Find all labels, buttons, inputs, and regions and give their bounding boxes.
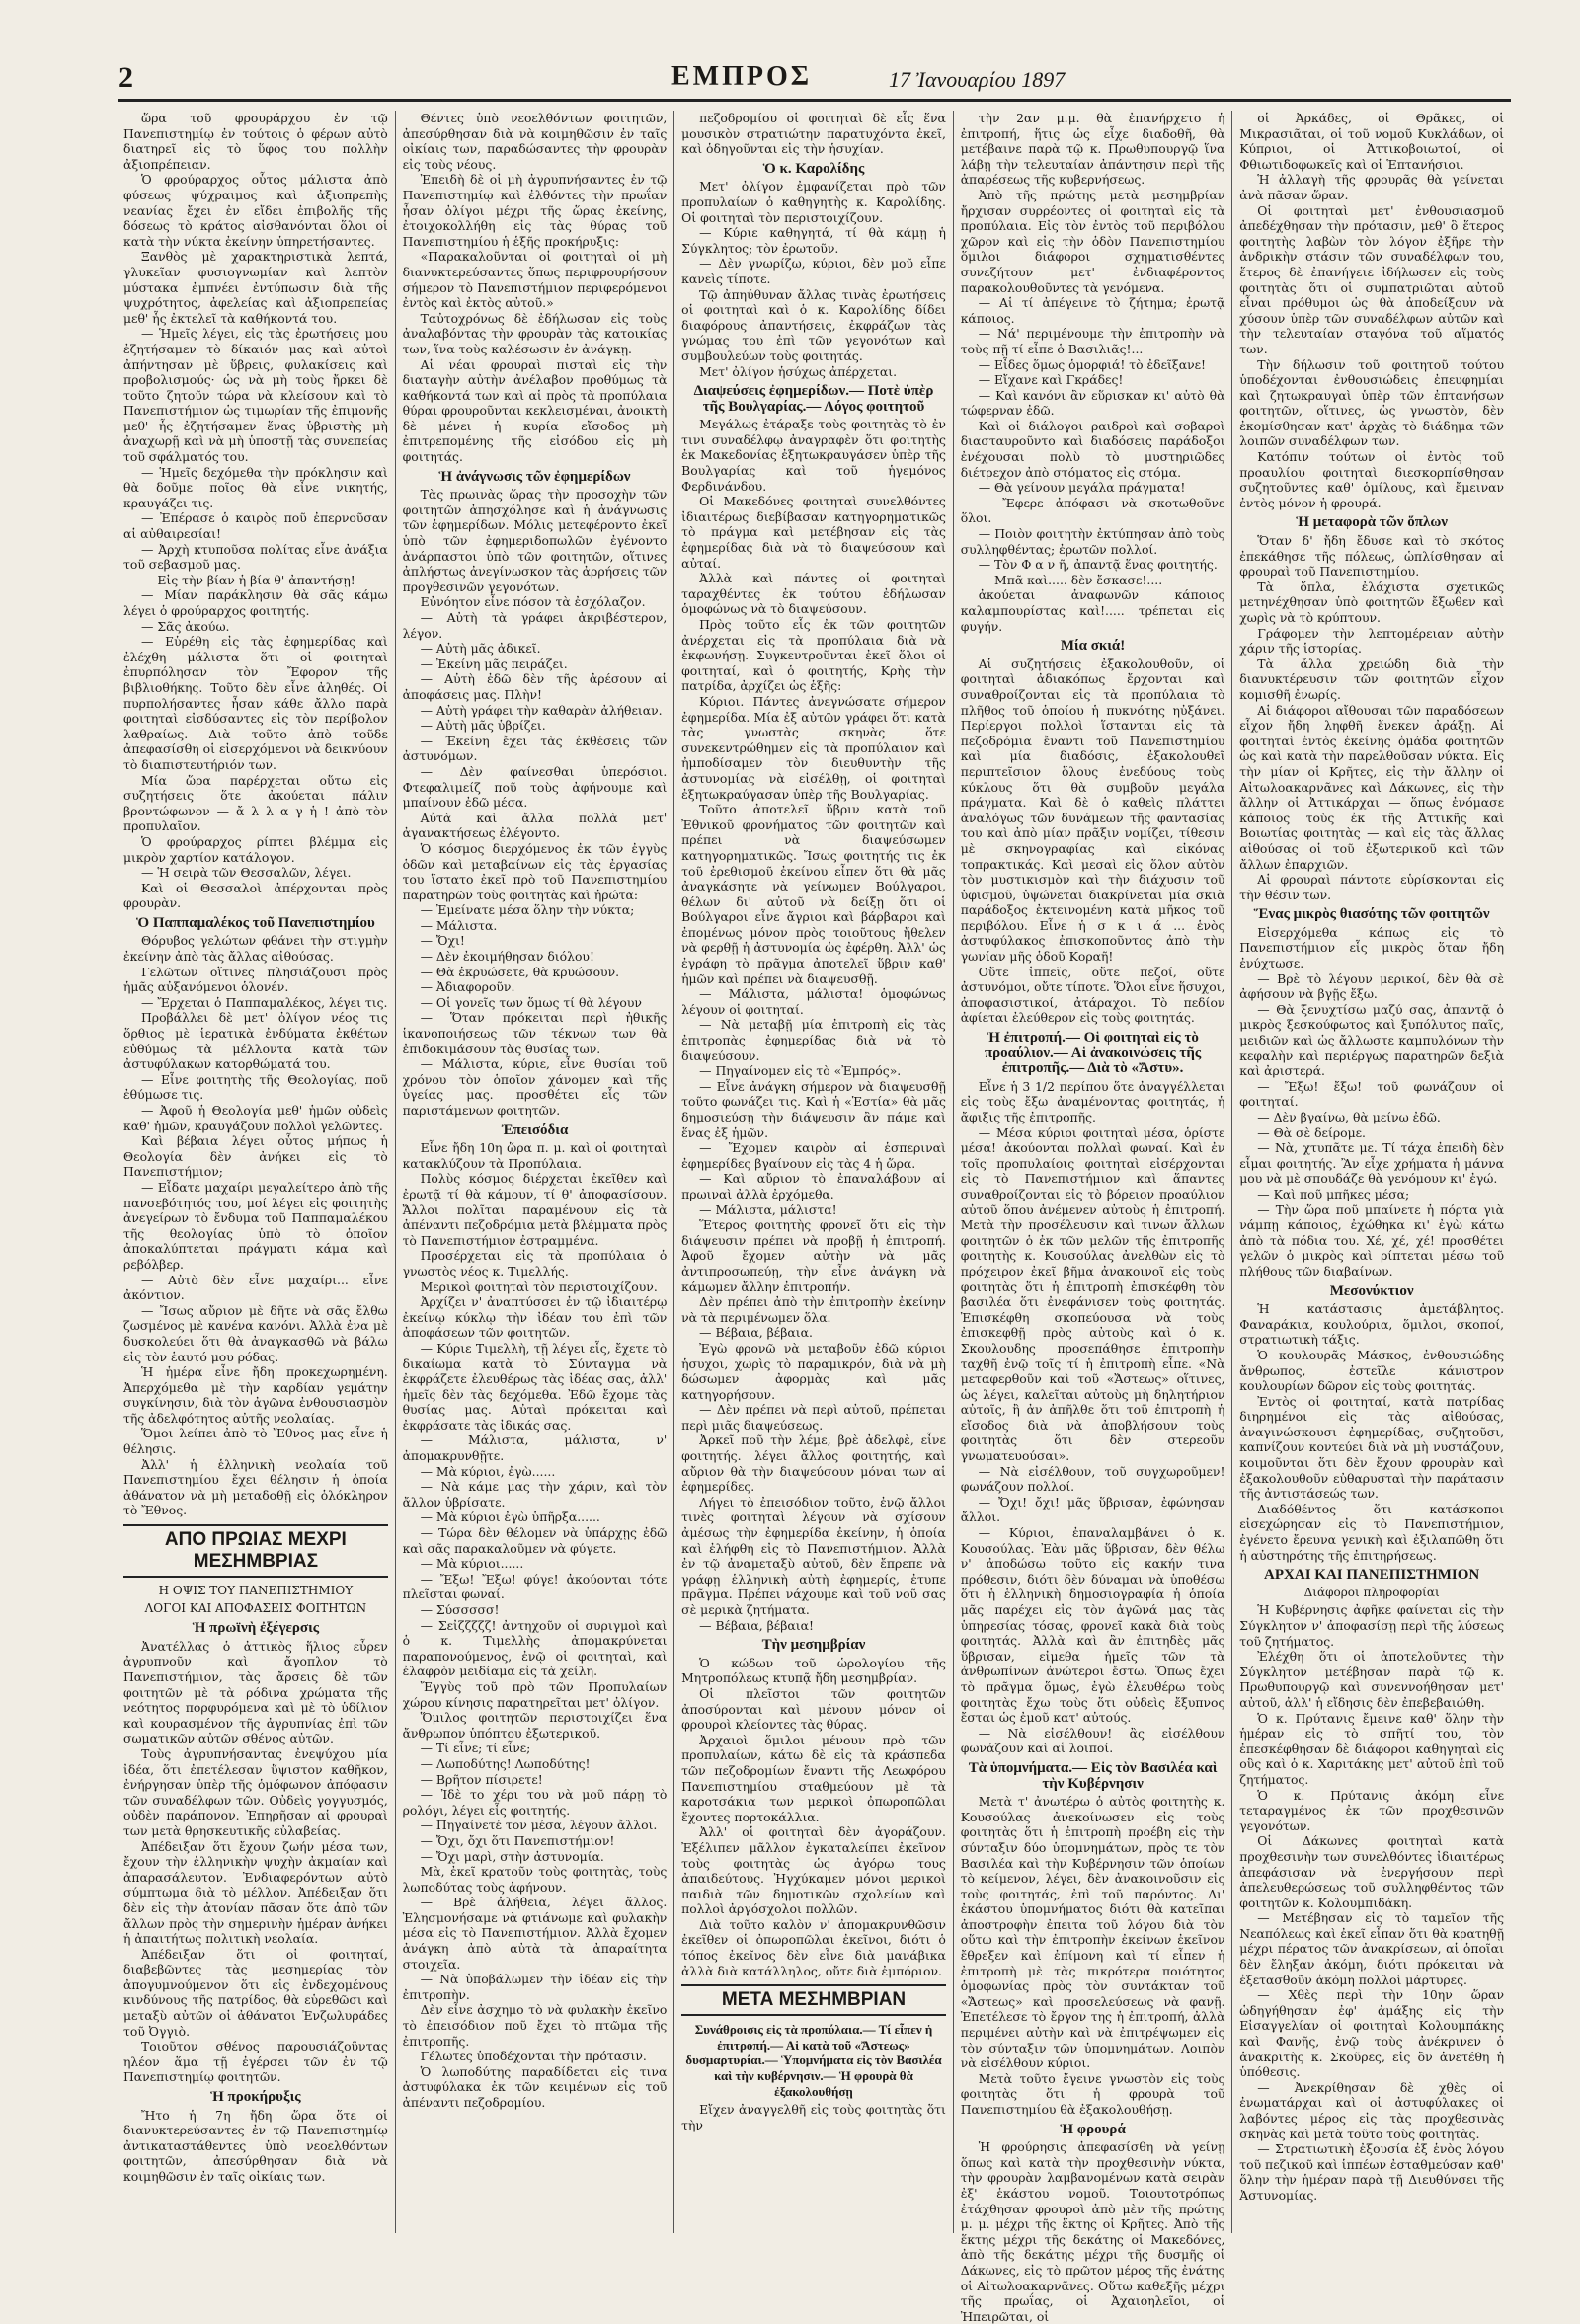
article-paragraph: — Μάλιστα, μάλιστα! ὁμοφώνως λέγουν οἱ φοιτηταί. xyxy=(681,986,946,1017)
article-paragraph: — Ἐμείνατε μέσα ὅλην τὴν νύκτα; xyxy=(420,902,635,918)
column-2 xyxy=(396,111,674,2233)
article-paragraph: Μετὰ τοῦτο ἔγεινε γνωστὸν εἰς τοὺς φοιτητὰς ὅτι ἡ φρουρὰ τοῦ Πανεπιστημίου θὰ ἐξακολουθήσῃ. xyxy=(960,2070,1225,2117)
article-paragraph: — Ὄχι! xyxy=(420,933,465,949)
article-paragraph: Αἱ διάφοροι αἴθουσαι τῶν παραδόσεων εἶχον ἤδη ληφθῆ ἕνεκεν ἀράξῃ. Αἱ φοιτηταὶ ἐντὸς ἐκείνης ὁμάδα φοιτητῶν ὡς καὶ κατὰ τὴν παρελθοῦσαν νύκτα. Εἰς τὴν μίαν οἱ Κρῆτες, εἰς τὴν ἄλλην οἱ Αἰτωλοακαρνᾶνες καὶ Δάκωνες, εἰς τὴν ἄλλην οἱ Ἀττικάρχαι — ὅπως ἐνόμασε κάποιος τοὺς ἐκ τῆς Ἀττικῆς καὶ Βοιωτίας φοιτητὰς — καὶ εἰς τὰς ἄλλας αἰθούσας οἱ τοῦ ἐξωτερικοῦ καὶ τῶν ἄλλων ἐπαρχιῶν. xyxy=(1239,702,1505,872)
article-paragraph: Ὁ λωποδύτης παραδίδεται εἰς τινα ἀστυφύλακα ἐκ τῶν κειμένων εἰς τοῦ ἀπέναντι πεζοδρομίου. xyxy=(402,2063,668,2110)
article-paragraph: — Ἔφερε ἀπόφασι νὰ σκοτωθοῦνε ὅλοι. xyxy=(960,495,1225,526)
article-paragraph: Οἱ Δάκωνες φοιτηταὶ κατὰ προχθεσινὴν των συνελθόντες ἰδιαιτέρως ἀπεφάσισαν νὰ ἐνεργήσουν περὶ ἀπελευθερώσεως τοῦ συλληφθέντος τῶν φοιτητῶν κ. Κολουμπιδάκη. xyxy=(1239,1833,1505,1910)
article-paragraph: — Ἡ σειρὰ τῶν Θεσσαλῶν, λέγει. xyxy=(141,865,352,881)
section-heading: Ἡ φρουρά xyxy=(1060,2121,1126,2137)
article-paragraph: — Νὰ εἰσέλθουν, τοῦ συγχωροῦμεν! φωνάζουν πολλοί. xyxy=(960,1463,1225,1495)
article-paragraph: — Αὐτὴ μᾶς ἀδικεῖ. xyxy=(420,641,541,657)
article-paragraph: — Τὸν Φ α ν ῆ, ἀπαντᾷ ἕνας φοιτητής. xyxy=(978,557,1218,573)
section-subtitle: ΛΟΓΟΙ ΚΑΙ ΑΠΟΦΑΣΕΙΣ ΦΟΙΤΗΤΩΝ xyxy=(144,1600,367,1615)
article-paragraph: Ὁ κώδων τοῦ ὡρολογίου τῆς Μητροπόλεως κτυπᾷ ἤδη μεσημβρίαν. xyxy=(681,1655,946,1686)
article-paragraph: Ὁ φρούραρχος ρίπτει βλέμμα εἰς μικρὸν χαρτίον κατάλογον. xyxy=(123,833,388,865)
article-paragraph: — Μπᾶ καὶ..... δὲν ἔσκασε!.... xyxy=(978,572,1163,587)
article-paragraph: Δὲν εἶνε ἀσχημο τὸ νὰ φυλακὴν ἐκεῖνο τὸ ἐπεισόδιον ποῦ ἔχει τὸ πτῶμα τῆς ἐπιτροπῆς. xyxy=(402,2002,668,2049)
article-paragraph: — Κύριε καθηγητά, τί θὰ κάμῃ ἡ Σύγκλητος; τὸν ἐρωτοῦν. xyxy=(681,225,946,256)
article-paragraph: Ἡ φρούρησις ἀπεφασίσθη νὰ γείνῃ ὅπως καὶ κατὰ τὴν προχθεσινὴν νύκτα, τὴν φρουρὰν λαμβανομένων κατὰ σειρὰν ἐξ' ἑκάστου νομοῦ. Τοιουτοτρόπως ἐτάχθησαν φρουροὶ ἀπὸ μὲν τῆς πρώτης μ. μ. μέχρι τῆς ἕκτης οἱ Κρῆτες. Ἀπὸ τῆς ἕκτης μέχρι τῆς δεκάτης οἱ Μακεδόνες, ἀπὸ τῆς δεκάτης μέχρι τῆς δυσμῆς οἱ Δάκωνες, εἰς τὸ πρῶτον μέρος τῆς ἐνάτης οἱ Αἰτωλοακαρνᾶνες. Οὕτω καθεξῆς μέχρι τῆς πρωΐας, οἱ Ἀχαιοηλεῖοι, οἱ Ἠπειρῶται, οἱ xyxy=(960,2139,1225,2324)
article-paragraph: Ὅταν δ' ἤδη ἔδυσε καὶ τὸ σκότος ἐπεκάθησε τῆς πόλεως, ὡπλίσθησαν αἱ φρουραὶ τοῦ Πανεπιστημίου. xyxy=(1239,533,1505,580)
article-paragraph: Ἐπειδὴ δὲ οἱ μὴ ἀγρυπνήσαντες ἐν τῷ Πανεπιστημίῳ καὶ ἐλθόντες τὴν πρωΐαν ἦσαν ὀλίγοι μέχρι τῆς ὥρας ἐκείνης, ἐτοιχοκολλήθη εἰς τὰς θύρας τοῦ Πανεπιστημίου ἡ ἑξῆς προκήρυξις: xyxy=(402,172,668,249)
article-paragraph: Καὶ βέβαια λέγει οὗτος μήπως ἡ Θεολογία δὲν ἀνήκει εἰς τὸ Πανεπιστήμιον; xyxy=(123,1133,388,1180)
article-paragraph: — Χθὲς περὶ τὴν 10ην ὥραν ὡδηγήθησαν ἐφ' ἁμάξης εἰς τὴν Εἰσαγγελίαν οἱ φοιτηταὶ Κολουμπάκης καὶ Φανῆς, ἐνῷ τοὺς ἀνέκρινεν ὁ ἀνακριτὴς κ. Σκοῦρες, εἰς ὃν ἀνετέθη ἡ ὑπόθεσις. xyxy=(1239,1987,1505,2080)
article-paragraph: — Ἐκείνη ἔχει τὰς ἐκθέσεις τῶν ἀστυνόμων. xyxy=(402,733,668,764)
article-paragraph: — Δὲν φαίνεσθαι ὑπερόσιοι. Φτεφαλιμείζ ποῦ τοὺς ἀφήνουμε καὶ μπαίνουν ἐδῶ μέσα. xyxy=(402,763,668,811)
article-paragraph: — Λωποδύτης! Λωποδύτης! xyxy=(420,1755,591,1771)
section-heading: Μεσονύκτιον xyxy=(1329,1282,1414,1299)
article-paragraph: — Ποιὸν φοιτητὴν ἐκτύπησαν ἀπὸ τοὺς συλληφθέντας; ἐρωτῶν πολλοί. xyxy=(960,526,1225,557)
article-paragraph: — Ἡμεῖς δεχόμεθα τὴν πρόκλησιν καὶ θὰ δοῦμε ποῖος θὰ εἶνε νικητής, κραυγάζει τις. xyxy=(123,464,388,510)
article-paragraph: — Ἔξω! Ἔξω! φύγε! ἀκούονται τότε πλεῖσται φωναί. xyxy=(402,1571,668,1602)
article-paragraph: Μερικοὶ φοιτηταὶ τὸν περιστοιχίζουν. xyxy=(420,1278,658,1294)
article-paragraph: — Μέσα κύριοι φοιτηταὶ μέσα, ὁρίστε μέσα! ἀκούονται πολλαὶ φωναί. Καὶ ἐν τοῖς προπυλαίοις φοιτηταὶ εἰσέρχονται εἰς τὸ Πανεπιστήμιον καὶ ἅπαντες συναθροίζονται εἰς τὸ βόρειον προαύλιον αὐτοῦ ὅπου ἀνέμενεν αὐτοὺς ἡ ἐπιτροπή. Μετὰ τὴν προσέλευσιν καὶ τινων ἄλλων φοιτητῶν ὁ ἐκ τῶν μελῶν τῆς ἐπιτροπῆς φοιτητὴς κ. Κουσούλας ἀνελθὼν εἰς τὸ πρόχειρον ἐκεῖ βῆμα ἀνακοινοῖ εἰς τοὺς φοιτητὰς ὅτι ἡ ἐπιτροπὴ ἐπισκέφθη τὸν βασιλέα ὅτι ἐνεφάνισεν τοὺς φοιτητάς. Ἐπισκέφθη σκοπεύουσα νὰ τοὺς ἐπισκεφθῇ πρὸς αὐτοὺς καὶ ὁ κ. Σκουλουδης προσεπάθησε ἐπιτροπὴν ταχθῆ ἐνῷ τοῖς τί ἡ ἐπιτροπὴ εἶπε. «Νὰ μεταφερθοῦν καὶ τοῦ «Ἄστεως» οἵτινες, ὡς λέγει, καλεῖται αὐτοὺς μὴ δηλητήριον αὐτοῖς, ἢ ἀν ἀπῆλθε ὅτι τοῦ ἐπιτροπὴ ἡ εἴσοδος διὰ νὰ ἀποβλήσουν τοὺς φοιτητὰς ὅτι δὲν στερεοῦν γνωματευούσαι». xyxy=(960,1124,1225,1464)
article-paragraph: — Αὐτὴ μᾶς ὑβρίζει. xyxy=(420,718,546,734)
article-paragraph: — Καὶ αὔριον τὸ ἐπαναλάβουν αἱ πρωιναὶ ἀλλὰ ἐρχόμεθα. xyxy=(681,1171,946,1201)
article-paragraph: «Παρακαλοῦνται οἱ φοιτηταὶ οἱ μὴ διανυκτερεύσαντες ὅπως περιφρουρήσουν σήμερον τὸ Πανεπιστήμιον περιφερόμενοι ἐντὸς καὶ ἐκτὸς αὐτοῦ.» xyxy=(402,249,668,311)
column-1 xyxy=(117,111,395,2233)
article-paragraph: Αἱ φρουραὶ πάντοτε εὑρίσκονται εἰς τὴν θέσιν των. xyxy=(1239,872,1505,902)
article-paragraph: — Ὄχι μαρὶ, στὴν ἀστυνομία. xyxy=(420,1848,604,1864)
article-paragraph: Ἀλλὰ καὶ πάντες οἱ φοιτηταὶ ταραχθέντες ἐκ τούτου ἐδήλωσαν ὁμοφώνως νὰ τὸ διαψεύσουν. xyxy=(681,571,946,617)
article-paragraph: Μεγάλως ἐτάραξε τοὺς φοιτητὰς τὸ ἐν τινι συναδέλφῳ ἀναγραφὲν ὅτι φοιτητὴς ἐκ Μακεδονίας ἐξητωκραυγάσεν ὑπὲρ τῆς Βουλγαρίας καὶ τοῦ ἡγεμόνος Φερδινάνδου. xyxy=(681,417,946,494)
article-paragraph: — Εἶνε ἀνάγκη σήμερον νὰ διαψευσθῇ τοῦτο φωνάζει τις. Καὶ ἡ «Ἑστία» θὰ μᾶς δημοσιεύσῃ τὴν διάψευσιν ἂν πάμε καὶ ἕνας ἐξ ἡμῶν. xyxy=(681,1078,946,1140)
article-paragraph: Εἶνε ἤδη 10η ὥρα π. μ. καὶ οἱ φοιτηταὶ κατακλύζουν τὰ Προπύλαια. xyxy=(402,1140,668,1171)
article-paragraph: — Καὶ κανόνι ἂν εὕρισκαν κι' αὐτὸ θὰ τώφερναν ἐδῶ. xyxy=(960,387,1225,419)
article-paragraph: — Εὑρέθη εἰς τὰς ἐφημερίδας καὶ ἐλέχθη μάλιστα ὅτι οἱ φοιτηταὶ ἐπυρπόλησαν τὸν Ἔφορον τῆς βιβλιοθήκης. Τοῦτο δὲν εἶνε ἀληθές. Οἱ πυρπολήσαντες ἦσαν κάθε ἄλλο παρὰ φοιτηταὶ εἰσδύσαντες εἰς τὸν περίβολον λαθραίως. Διὰ τοῦτο ἀπὸ τοῦδε ἀπεφασίσθη οἱ εἰσερχόμενοι νὰ δεικνύουν τὸ διαπιστευτήριόν των. xyxy=(123,634,388,772)
article-paragraph: — Δὲν βγαίνω, θὰ μείνω ἐδῶ. xyxy=(1257,1110,1441,1124)
article-paragraph: — Μὰ κύριοι, ἐγὼ...... xyxy=(420,1463,556,1479)
article-paragraph: Ἀρκεῖ ποῦ τὴν λέμε, βρὲ ἀδελφὲ, εἶνε φοιτητής. λέγει ἄλλος φοιτητής, καὶ αὔριον θὰ τὴν διαψεύσουν μόναι των αἱ ἐφημερίδες. xyxy=(681,1433,946,1495)
section-heading: Ἡ προκήρυξις xyxy=(210,2089,301,2106)
article-paragraph: Εἶνε ἡ 3 1/2 περίπου ὅτε ἀναγγέλλεται εἰς τοὺς ἔξω ἀναμένοντας φοιτητάς, ἡ ἄφιξις τῆς ἐπιτροπῆς. xyxy=(960,1078,1225,1124)
article-paragraph: Καὶ οἱ Θεσσαλοὶ ἀπέρχονται πρὸς φρουρὰν. xyxy=(123,880,388,911)
article-paragraph: Γράφομεν τὴν λεπτομέρειαν αὐτὴν χάριν τῆς ἱστορίας. xyxy=(1239,625,1505,657)
article-paragraph: Ἀπὸ τῆς πρώτης μετὰ μεσημβρίαν ἤρχισαν συρρέοντες οἱ φοιτηταὶ εἰς τὰ προπύλαια. Εἰς τὸν ἐντὸς τοῦ περιβόλου χῶρον καὶ εἰς τὴν ὁδὸν Πανεπιστημίου ὅμιλοι διάφοροι σχηματισθέντες συνεζήτουν μετ' ἐνδιαφέροντος παρακολουθοῦντες τὰ γενόμενα. xyxy=(960,187,1225,295)
article-paragraph: — Σεἰζζζζζ! ἀντηχοῦν οἱ συριγμοὶ καὶ ὁ κ. Τιμελλὴς ἀπομακρύνεται παραπονούμενος, ἐνῷ οἱ φοιτηταὶ, καὶ ἐλαφρὸν μειδίαμα εἰς τὰ χείλη. xyxy=(402,1617,668,1679)
article-paragraph: — Ἐπέρασε ὁ καιρὸς ποῦ ἐπερνοῦσαν αἱ αὐθαιρεσίαι! xyxy=(123,510,388,542)
section-subtitle: Η ΟΨΙΣ ΤΟΥ ΠΑΝΕΠΙΣΤΗΜΙΟΥ xyxy=(158,1584,354,1598)
article-paragraph: — Κύριε Τιμελλὴ, τῇ λέγει εἷς, ἔχετε τὸ δικαίωμα κατὰ τὸ Σύνταγμα νὰ ἐκφράζετε ἐλευθέρως τὰς ἰδέας σας, ἀλλ' ἡμεῖς δὲν τὰς δεχόμεθα. Ἐδῶ ἔχομε τὰς θυσίας μας. Αὐταὶ πρόκειται καὶ ἐκφράσατε τὰς ἰδικάς σας. xyxy=(402,1340,668,1433)
section-heading: Ὁ κ. Καρολίδης xyxy=(762,160,865,177)
article-paragraph: Εἴχεν ἀναγγελθῆ εἰς τοὺς φοιτητὰς ὅτι τὴν xyxy=(681,2102,946,2132)
article-paragraph: — Εἶδατε μαχαίρι μεγαλείτερο ἀπὸ τῆς πανσεβότητός του, μοί λέγει εἰς φοιτητὴς ἀνεγείρων τὸ ἔνδυμα τοῦ Παππαμαλέκου τῆς θεολογίας ὑπὸ τὸ ὁποῖον ἀποκαλύπτεται πράγματι κάμα καὶ ρεβόλβερ. xyxy=(123,1179,388,1272)
article-paragraph: Καὶ οἱ διάλογοι ραιδροὶ καὶ σοβαροὶ διασταυροῦντο καὶ διαδόσεις παράδοξοι ἐνέχουσαι πολὺ τὸ μυστηριῶδες διέτρεχον ἀπὸ στόματος εἰς στόμα. xyxy=(960,418,1225,480)
article-paragraph: — Σᾶς ἀκούω. xyxy=(141,618,230,634)
article-paragraph: — Βρῆτον πίσιρετε! xyxy=(420,1771,543,1787)
newspaper-title: ΕΜΠΡΟΣ xyxy=(672,61,813,92)
article-paragraph: Ξανθὸς μὲ χαρακτηριστικὰ λεπτά, γλυκεῖαν φυσιογνωμίαν καὶ λεπτὸν μύστακα ἐμπνέει ἐντύπωσιν διὰ τῆς ψυχρότητος, ἀφελείας καὶ ἀξιοπρεπείας μεθ' ἧς ἐκτελεῖ τὰ καθήκοντά του. xyxy=(123,249,388,326)
article-paragraph: Τοιοῦτον σθένος παρουσιάζοῦντας ηλέον ἅμα τῇ ἐγέρσει τῶν ἐν τῷ Πανεπιστημίῳ φοιτητῶν. xyxy=(123,2039,388,2085)
column-5 xyxy=(1232,111,1511,2233)
article-paragraph: — Θὰ ξενυχτίσω μαζύ σας, ἀπαντᾷ ὁ μικρὸς ξεσκούφωτος καὶ ξυπόλυτος παῖς, μειδιῶν καὶ ὡς ἄλλωστε καμπυλόνων τὴν κεφαλὴν καὶ περιέργως παρατηρῶν δεξιὰ καὶ ἀριστερά. xyxy=(1239,1001,1505,1079)
article-paragraph: — Αὐτὴ ἐδῶ δὲν τῆς ἀρέσουν αἱ ἀποφάσεις μας. Πλὴν! xyxy=(402,671,668,702)
article-paragraph: — Ἀρχὴ κτυποῦσα πολίτας εἶνε ἀνάξια τοῦ σεβασμοῦ μας. xyxy=(123,541,388,573)
article-paragraph: Ἀπέδειξαν ὅτι οἱ φοιτηταί, διαβεβῶντες τὰς μεσημερίας τὸν ἀπογυμνούμενον ὅτι εἰς ἐνδεχομένους κινδύνους τῆς πατρίδος, θὰ εὑρεθῶσι καὶ μεταξὺ αὐτῶν οἱ ἀθάνατοι Ἐνζωλυράδες τοῦ Ὀγγιὸ. xyxy=(123,1946,388,2039)
article-paragraph: — Αὐτὸ δὲν εἶνε μαχαίρι... εἶνε ἀκόντιον. xyxy=(123,1272,388,1303)
article-paragraph: Ἔγγὺς τοῦ πρὸ τῶν Προπυλαίων χώρου κίνησις παρατηρεῖται μετ' ὀλίγον. xyxy=(402,1678,668,1710)
masthead-rule xyxy=(118,99,1511,102)
article-paragraph: ἀκούεται ἀναφωνῶν κάποιος καλαμπουρίστας καὶ!..... τρέπεται εἰς φυγήν. xyxy=(960,587,1225,634)
article-paragraph: Ἐγὼ φρονῶ νὰ μεταβοῦν ἐδῶ κύριοι ἡσυχοι, χωρὶς τὸ παραμικρόν, διὰ νὰ μὴ δώσωμεν ἀφορμὰς καὶ μᾶς κατηγορήσουν. xyxy=(681,1340,946,1402)
article-paragraph: — Αὐτὴ τὰ γράφει ἀκριβέστερον, λέγον. xyxy=(402,610,668,641)
article-paragraph: — Αὐτὴ γράφει τὴν καθαρὰν ἀλήθειαν. xyxy=(420,702,663,718)
article-paragraph: Θόρυβος γελώτων φθάνει τὴν στιγμὴν ἐκείνην ἀπὸ τὰς ἄλλας αἰθούσας. xyxy=(123,933,388,965)
section-heading: Ὁ Παππαμαλέκος τοῦ Πανεπιστημίου xyxy=(135,914,375,931)
article-paragraph: Εὐνόητον εἶνε πόσον τὰ ἐσχόλαζον. xyxy=(420,594,646,610)
article-paragraph: Λήγει τὸ ἐπεισόδιον τοῦτο, ἐνῷ ἄλλοι τινὲς φοιτηταὶ λέγουν νὰ σχίσουν ἀμέσως τὴν ἐφημερίδα ἐκείνην, ἡ ὁποία καὶ ἐλήφθη εἰς τὸ Πανεπιστήμιον. Ἀλλὰ ἐν τῷ ἀναμεταξὺ αὐτοῦ, δὲν ἔπρεπε νὰ γράφῃ ἑλληνικὴ αὐτὴ ἐφημερίς, ἐτυπε πρᾶγμα. Πρέπει νάχουμε καὶ τοῦ νοῦ σας σὲ μερικὰ ζητήματα. xyxy=(681,1494,946,1617)
article-paragraph: ὥρα τοῦ φρουράρχου ἐν τῷ Πανεπιστημίῳ ἐν τούτοις ὁ φέρων αὐτὸ διατηρεῖ εἰς τὸ ὕφος του πολλὴν ἀξιοπρέπειαν. xyxy=(123,111,388,172)
article-paragraph: — Δὲν γνωρίζω, κύριοι, δὲν μοῦ εἶπε κανεὶς τίποτε. xyxy=(681,256,946,286)
section-heading: Ἐπεισόδια xyxy=(501,1122,569,1138)
article-paragraph: Ὅμιλος φοιτητῶν περιστοιχίζει ἕνα ἄνθρωπον ὑπόπτου ἐξωτερικοῦ. xyxy=(402,1710,668,1741)
article-paragraph: — Δὲν πρέπει νὰ περὶ αὐτοῦ, πρέπεται περὶ μιᾶς διαψεύσεως. xyxy=(681,1402,946,1433)
article-paragraph: Πρὸς τοῦτο εἷς ἐκ τῶν φοιτητῶν ἀνέρχεται εἰς τὰ προπύλαια διὰ νὰ ἐκφωνήσῃ. Συγκεντροῦνται ἐκεῖ ὅλοι οἱ φοιτηταί, καὶ ὁ φοιτητής, Κρὴς τὴν πατρίδα, ἀρχίζει ὡς ἑξῆς: xyxy=(681,617,946,694)
article-paragraph: — Μάλιστα, κύριε, εἶνε θυσίαι τοῦ χρόνου τὸν ὁποῖον χάνομεν καὶ τῆς ὑγείας μας. προσθέτει εἷς τῶν παριστάμενων φοιτητῶν. xyxy=(402,1056,668,1118)
section-heading: Διαψεύσεις ἐφημερίδων.— Ποτὲ ὑπὲρ τῆς Βουλγαρίας.— Λόγος φοιτητοῦ xyxy=(693,383,934,415)
article-paragraph: — Βέβαια, βέβαια! xyxy=(699,1617,814,1633)
article-paragraph: — Εἶνε φοιτητὴς τῆς Θεολογίας, ποῦ ἐθύμωσε τις. xyxy=(123,1071,388,1103)
article-paragraph: — Εἰς τὴν βίαν ἡ βία θ' ἀπαντήσῃ! xyxy=(141,572,356,587)
article-paragraph: — Αἱ τί ἀπέγεινε τὸ ζήτημα; ἐρωτᾷ κάποιος. xyxy=(960,295,1225,326)
article-paragraph: Ὁ κ. Πρύτανις ἔμεινε καθ' ὅλην τὴν ἡμέραν εἰς τὸ σπῆτί του, τὸν ἐπεσκέφθησαν δὲ διάφοροι καθηγηταὶ εἰς οὓς καὶ ὁ κ. Χαριτάκης μετ' αὐτοῦ ἐπὶ τοῦ ζητήματος. xyxy=(1239,1710,1505,1787)
article-paragraph: — Νὰ κάμε μας τὴν χάριν, καὶ τὸν ἄλλον ὑβρίσατε. xyxy=(402,1479,668,1510)
article-paragraph: — Νά' περιμένουμε τὴν ἐπιτροπὴν νὰ τοὺς πῇ τί εἶπε ὁ Βασιλιᾶς!... xyxy=(960,326,1225,356)
article-paragraph: Αὐτὰ καὶ ἄλλα πολλὰ μετ' ἀγανακτήσεως ἐλέγοντο. xyxy=(402,810,668,841)
article-paragraph: Ὁ κουλουρᾶς Μάσκος, ἐνθουσιώδης ἄνθρωπος, ἐστεῖλε κάνιστρον κουλουρίων δῶρον εἰς τοὺς φοιτητάς. xyxy=(1239,1347,1505,1394)
article-paragraph: Ὁ φρούραρχος οὗτος μάλιστα ἀπὸ φύσεως ψύχραιμος καὶ ἀξιοπρεπὴς νεανίας ἔχει ἐν εἴδει ἐπιβολῆς τῆς δόσεως τὸ κράτος αἰσθανόνται ὅλοι οἱ κατὰ τὴν νύκτα ἐκείνην ὑπηρετήσαντες. xyxy=(123,172,388,249)
article-paragraph: — Ἡμεῖς λέγει, εἰς τὰς ἐρωτήσεις μου ἐζητήσαμεν τὸ δίκαιόν μας καὶ αὐτοὶ ἀπήντησαν μὲ ὕβρεις, φυλακίσεις καὶ προβολισμούς· ὡς νὰ μὴ τοὺς ἤρκει δὲ τοῦτο ζητοῦν τώρα νὰ κλείσουν καὶ τὸ Πανεπιστήμιον ὡς τιμωρίαν τῆς ἐπιμονῆς μεθ' ἧς ἐζητήσαμεν ἕνας ὑβριστὴς μὴ ἀναχωρῇ καὶ νὰ μὴ ὑποστῇ τὰς συνεπείας τοῦ σφάλματός του. xyxy=(123,326,388,465)
article-paragraph: — Ἔρχεται ὁ Παππαμαλέκος, λέγει τις. xyxy=(141,994,388,1010)
article-paragraph: Ἐλέχθη ὅτι οἱ ἀποτελοῦντες τὴν Σύγκλητον μετέβησαν παρὰ τῷ κ. Πρωθυπουργῷ καὶ συνεννοήθησαν μετ' αὐτοῦ, ἀλλ' ἡ εἴδησις δὲν ἐπεβεβαιώθη. xyxy=(1239,1649,1505,1710)
section-heading: Μία σκιά! xyxy=(1060,638,1126,655)
article-paragraph: Ἀρχίζει ν' ἀναπτύσσει ἐν τῷ ἰδιαιτέρῳ ἐκείνῳ κύκλῳ τὴν ἰδέαν του ἐπὶ τῶν ἀποφάσεων τῶν φοιτητῶν. xyxy=(402,1294,668,1341)
article-paragraph: Ταὐτοχρόνως δὲ ἐδήλωσαν εἰς τοὺς ἀναλαβόντας τὴν φρουρὰν τὰς κατοικίας των, ἵνα τοὺς καλέσωσιν ἐν ἀνάγκῃ. xyxy=(402,310,668,356)
article-paragraph: Ἡ Κυβέρνησις ἀφῆκε φαίνεται εἰς τὴν Σύγκλητον ν' ἀποφασίσῃ περὶ τῆς λύσεως τοῦ ζητήματος. xyxy=(1239,1602,1505,1649)
article-paragraph: Διὰ τοῦτο καλὸν ν' ἀπομακρυνθῶσιν ἐκεῖθεν οἱ ὀπωροπῶλαι ἐκεῖνοι, διότι ὁ τόπος ἐκεῖνος δὲν εἶνε διὰ μανάβικα ἀλλὰ διὰ κατάλληλος, οὔτε διὰ ἐμπόριον. xyxy=(681,1916,946,1978)
section-subtitle: Συνάθροισις εἰς τὰ προπύλαια.— Τί εἶπεν ἡ ἐπιτροπή.— Αἱ κατὰ τοῦ «Ἄστεως» δυσμαρτυρίαι.— Ὑπομνήματα εἰς τὸν Βασιλέα καὶ τὴν κυβέρνησιν.— Ἡ φρουρὰ θὰ ἐξακολουθήσῃ xyxy=(685,2022,942,2099)
article-paragraph: — Βέβαια, βέβαια. xyxy=(699,1325,813,1341)
article-paragraph: — Πηγαίνετέ τον μέσα, λέγουν ἄλλοι. xyxy=(420,1818,658,1833)
section-heading: ΑΡΧΑΙ ΚΑΙ ΠΑΝΕΠΙΣΤΗΜΙΟΝ xyxy=(1264,1567,1480,1584)
article-paragraph: — Εἶδες ὅμως ὁμορφιά! τὸ ἐδεῖξανε! xyxy=(978,356,1207,372)
article-paragraph: Μία ὥρα παρέρχεται οὕτω εἰς συζητήσεις ὅτε ἀκούεται πάλιν βροντώφωνον — ἄ λ λ α γ ἡ ! ἀπὸ τὸν προπυλαῖον. xyxy=(123,772,388,834)
article-paragraph: Τοῦτο ἀποτελεῖ ὕβριν κατὰ τοῦ Ἐθνικοῦ φρονήματος τῶν φοιτητῶν καὶ πρέπει νὰ διαψεύσωμεν κατηγορηματικῶς. Ἴσως φοιτητής τις ἐκ τοῦ ἐρεθισμοῦ ἐκείνου εἶπεν ὅτι θὰ μᾶς ἀναγκάσητε νὰ γείνωμεν Βούλγαροι, θέλων δι' αὐτοῦ νὰ δείξῃ ὅτι οἱ Βούλγαροι εἶνε ἄγριοι καὶ βάρβαροι καὶ ἐπομένως μόνον πρὸς τοιοῦτους ἤθελεν νὰ φερθῇ ἡ ἀστυνομία ὡς ἐφέρθη. Ἀλλ' ὡς ἐγράφη τὸ πρᾶγμα ἀποτελεῖ ὕβριν καθ' ἡμῶν καὶ πρέπει νὰ διαψευσθῇ. xyxy=(681,802,946,986)
article-paragraph: Μετ' ὀλίγον ἐμφανίζεται πρὸ τῶν προπυλαίων ὁ καθηγητὴς κ. Καρολίδης. Οἱ φοιτηταὶ τὸν περιστοιχίζουν. xyxy=(681,179,946,225)
article-paragraph: — Βρὲ τὸ λέγουν μερικοί, δὲν θὰ σὲ ἀφήσουν νὰ βγῇς ἔξω. xyxy=(1239,970,1505,1002)
article-paragraph: — Ὄχι! ὄχι! μᾶς ὕβρισαν, ἐφώνησαν ἄλλοι. xyxy=(960,1494,1225,1525)
article-paragraph: — Τὴν ὥρα ποῦ μπαίνετε ἡ πόρτα γιὰ νάμπῃ κάποιος, ἐχώθηκα κι' ἐγὼ κάτω ἀπὸ τὰ πόδια του. Χέ, χέ, χέ! προσθέτει γελῶν ὁ μικρὸς καὶ ρίπτεται μέσω τοῦ πλήθους τῶν διαβαίνων. xyxy=(1239,1201,1505,1278)
article-paragraph: Ὁ κόσμος διερχόμενος ἐκ τῶν ἐγγὺς ὁδῶν καὶ μεταβαίνων εἰς τὰς ἐργασίας του ἵστατο ἐκεῖ πρὸ τοῦ Πανεπιστημίου παρατηρῶν τοὺς φοιτητὰς καὶ ἠρώτα: xyxy=(402,840,668,902)
column-3 xyxy=(674,111,953,2233)
article-paragraph: Οἱ φοιτηταὶ μετ' ἐνθουσιασμοῦ ἀπεδέχθησαν τὴν πρότασιν, μεθ' ὃ ἕτερος φοιτητὴς λαβὼν τὸν λόγον ἐξῆρε τὴν ἀνδρικὴν στάσιν τῶν συναδέλφων του, ἕτερος δὲ ἐπανήγειε ἰδήλωσεν εἰς τοὺς φοιτητὰς ὅτι οἱ συμπατριῶται αὐτοῦ εἶναι πρόθυμοι ὡς θὰ ἀποδείξουν νὰ χύσουν ὑπὲρ τῶν συναδέλφων αὐτῶν καὶ τὴν τελευταίαν σταγόνα τοῦ αἵματός των. xyxy=(1239,202,1505,356)
article-paragraph: Τῷ ἀπηύθυναν ἄλλας τινὰς ἐρωτήσεις οἱ φοιτηταὶ καὶ ὁ κ. Καρολίδης δίδει διαφόρους ἀπαντήσεις, ἐκφράζων τὰς γνώμας του ἐπὶ τῶν γεγονότων καὶ συμβουλεύων τοὺς φοιτητάς. xyxy=(681,286,946,363)
article-paragraph: — Κύριοι, ἐπαναλαμβάνει ὁ κ. Κουσούλας. Ἐὰν μᾶς ὕβρισαν, δὲν θέλω ν' ἀποδώσω τοῦτο εἰς κακήν τινα πρόθεσιν, διότι δὲν δύναμαι νὰ ὑποθέσω ὅτι ἡ ἑλληνικὴ δημοσιογραφία ἡ ὁποία μᾶς παρέχει εἰς τὸν ἀγῶνά μας τὰς ὑπηρεσίας τόσας, φρονεῖ κακὰ διὰ τοὺς φοιτητάς. Ἀλλὰ καὶ ἂν ἐπιτηδὲς μᾶς ὕβρισαν, εἰμεθα ἡμεῖς τῶν τὰ ἀνθρωπίνων ἀνώτεροι ἔστω. Ὅπως ἔχει τὸ πρᾶγμα ὅμως, ἐγὼ ἐλευθέρω τοὺς φοιτητὰς ἔχω τοὺς ὅτι οὐδεὶς ἔξυπνος ἔσται ὡς ἐμοῦ κατ' αὐτούς. xyxy=(960,1525,1225,1726)
article-paragraph: Κύριοι. Πάντες ἀνεγνώσατε σήμερον ἐφημερίδα. Μία ἐξ αὐτῶν γράφει ὅτι κατὰ τὰς γνωστὰς σκηνὰς ὅτε συνεκεντρώθημεν εἰς τὰ προπύλαιον καὶ ἠμποδίσαμεν τὸν διευθυντὴν τῆς ἀστυνομίας νὰ εἰσέλθῃ, οἱ φοιτηταὶ ἐξητωκραύγασαν ὑπὲρ τῆς Βουλγαρίας. xyxy=(681,693,946,802)
article-paragraph: Ἤτο ἡ 7η ἤδη ὥρα ὅτε οἱ διανυκτερεύσαντες ἐν τῷ Πανεπιστημίῳ ἀντικαταστάθεντες ὑπὸ νεοελθόντων φοιτητῶν, ἀπεσύρθησαν διὰ νὰ κοιμηθῶσιν ἐν ταῖς οἰκίαις των. xyxy=(123,2107,388,2184)
article-paragraph: Οἱ πλεῖστοι τῶν φοιτητῶν ἀποσύρονται καὶ μένουν μόνον οἱ φρουροὶ κλείοντες τὰς θύρας. xyxy=(681,1685,946,1733)
article-paragraph: — Μετέβησαν εἰς τὸ ταμεῖον τῆς Νεαπόλεως καὶ ἐκεῖ εἶπαν ὅτι θὰ κρατηθῇ μέχρι πέρατος τῶν ἀνακρίσεων, αἱ ὁποῖαι δὲν ἔληξαν ἀκόμη, διότι πρόκειται νὰ ἐξετασθοῦν ἀκόμη πολλοὶ μάρτυρες. xyxy=(1239,1910,1505,1987)
article-paragraph: — Θὰ γείνουν μεγάλα πράγματα! xyxy=(978,480,1186,496)
article-paragraph: — Τώρα δὲν θέλομεν νὰ ὑπάρχῃς ἐδῶ καὶ σᾶς παρακαλοῦμεν νὰ φύγετε. xyxy=(402,1525,668,1556)
article-paragraph: — Σύσσσσσ! xyxy=(420,1602,500,1617)
section-heading: Ἡ πρωϊνὴ ἐξέγερσις xyxy=(192,1620,320,1637)
article-paragraph: Προσέρχεται εἰς τὰ προπύλαια ὁ γνωστὸς νέος κ. Τιμελλής. xyxy=(402,1248,668,1278)
article-paragraph: Ἀνατέλλας ὁ ἀττικὸς ἥλιος εὗρεν ἀγρυπνοῦν καὶ ἄγοπλον τὸ Πανεπιστήμιον, τὰς ἄρσεις δὲ τῶν φοιτητῶν μὲ τὰ ρόδινα χρώματα τῆς νεότητος πορφυρόμενα καὶ μὲ τὸ ὑδίλιον καὶ κουρασμένον τῆς ἀγρυπνίας ἐπὶ τῶν σωματικῶν αὐτῶν σθένος αὐτῶν. xyxy=(123,1638,388,1746)
article-paragraph: Ἀλλ' ἡ ἑλληνικὴ νεολαία τοῦ Πανεπιστημίου ἔχει θέλησιν ἡ ὁποία ἀθάνατον νὰ μὴ μεταδοθῇ εἰς ὁλόκληρον τὸ Ἔθνος. xyxy=(123,1456,388,1518)
article-paragraph: — Τί εἶνε; τί εἶνε; xyxy=(420,1741,531,1756)
article-paragraph: — Νὰ, χτυπᾶτε με. Τί τάχα ἐπειδὴ δὲν εἶμαι φοιτητής. Ἂν εἶχε χρήματα ἡ μάννα μου νὰ μὲ σπουδάζε θὰ γενόμουν κι' ἐγώ. xyxy=(1239,1140,1505,1187)
article-paragraph: — Ἔξω! ἔξω! τοῦ φωνάζουν οἱ φοιτηταί. xyxy=(1239,1078,1505,1110)
article-paragraph: Τοὺς ἀγρυπνήσαντας ἐνεψύχου μία ἰδέα, ὅτι ἐπετέλεσαν ὕψιστον καθῆκον, ἐνήργησαν ὑπὲρ τῆς ὁμόφωνον ἀπόφασιν τῶν συναδέλφων τῶν. Οὐδεὶς γογγυσμός, οὐδὲν παράπονον. Ἐπηρῆσαν αἱ φρουραὶ των μετὰ θρησκευτικῆς εὐλαβείας. xyxy=(123,1745,388,1838)
article-paragraph: Ἕτερος φοιτητὴς φρονεῖ ὅτι εἰς τὴν διάψευσιν πρέπει νὰ προβῇ ἡ ἐπιτροπή. Ἀφοῦ ἔχομεν αὐτὴν νὰ μᾶς ἀντιπροσωπεύῃ, τὴν εἶνε ἀνάγκη νὰ κάμωμεν ἄλλην ἐπιτροπήν. xyxy=(681,1217,946,1294)
article-paragraph: — Ἀφοῦ ἡ Θεολογία μεθ' ἡμῶν οὐδεὶς καθ' ἡμῶν, κραυγάζουν πολλοὶ γελῶντες. xyxy=(123,1103,388,1133)
article-paragraph: — Πηγαίνομεν εἰς τὸ «Ἐμπρός». xyxy=(699,1063,902,1079)
article-paragraph: Γελῶτων οἵτινες πλησιάζουσι πρὸς ἡμᾶς αὐξανόμενοι ὁλονέν. xyxy=(123,964,388,995)
article-paragraph: Ὁ κ. Πρύτανις ἀκόμη εἶνε τεταραγμένος ἐκ τῶν προχθεσινῶν γεγονότων. xyxy=(1239,1787,1505,1833)
article-paragraph: Αἱ νέαι φρουραὶ πισταὶ εἰς τὴν διαταγὴν αὐτὴν ἀνέλαβον προθύμως τὰ καθήκοντά των καὶ αἱ πρὸς τὰ προπύλαια θύραι φρουροῦνται κεκλεισμέναι, ἀνοικτὴ δὲ μένει ἡ κυρία εἴσοδος μὴ ἐπιτρεπομένης τῆς εἰσόδου εἰς μὴ φοιτητάς. xyxy=(402,356,668,465)
article-paragraph: — Ἔχομεν καιρὸν αἱ ἑσπεριναὶ ἐφημερίδες βγαίνουν εἰς τὰς 4 ἡ ὥρα. xyxy=(681,1140,946,1171)
article-paragraph: — Ὄχι, ὄχι ὅτι Πανεπιστήμιον! xyxy=(420,1832,615,1848)
article-paragraph: Μετ' ὀλίγον ἡσύχως ἀπέρχεται. xyxy=(699,363,898,379)
article-paragraph: Τὰς πρωινὰς ὥρας τὴν προσοχὴν τῶν φοιτητῶν ἀπησχόλησε καὶ ἡ ἀνάγνωσις τῶν ἐφημερίδων. Μόλις μετεφέροντο ἐκεῖ ὑπὸ τῶν ἐφημεριδοπωλῶν ἐγένοντο ἀνάρπαστοι ὑπὸ τῶν φοιτητῶν, οἵτινες ἀπλήστως ἀνεγίνωσκον τὰς ἀρρήσεις τῶν προγθεσινῶν γεγονότων. xyxy=(402,487,668,594)
section-subtitle: Διάφοροι πληροφορίαι xyxy=(1304,1585,1440,1599)
article-paragraph: — Ὅταν πρόκειται περὶ ἠθικῆς ἱκανοποιήσεως τῶν τέκνων των θὰ ἐπιδοκιμάσουν τὰς θυσίας των. xyxy=(402,1010,668,1056)
article-paragraph: — Ἴσως αὔριον μὲ δῆτε νὰ σᾶς ἔλθω ζωσμένος μὲ κανένα κανόνι. Ἀλλὰ ἐνα μὲ δυσκολεύει ὅτι θὰ ἀναγκασθῶ νὰ βάλω εἰς τὸν ἑαυτό μου ρόδας. xyxy=(123,1302,388,1364)
article-paragraph: — Θὰ ἐκρυώσετε, θὰ κρυώσουν. xyxy=(420,964,620,979)
article-paragraph: — Μὰ κύριοι...... xyxy=(420,1556,524,1572)
article-paragraph: Μὰ, ἐκεῖ κρατοῦν τοὺς φοιτητὰς, τοὺς λωποδύτας τοὺς ἀφήνουν. xyxy=(402,1864,668,1895)
section-heading: Ἡ ἐπιτροπή.— Οἱ φοιτηταὶ εἰς τὸ προαύλιον.— Αἱ ἀνακοινώσεις τῆς ἐπιτροπῆς.— Διὰ τὸ «Ἄστυ». xyxy=(984,1030,1202,1077)
article-paragraph: Πολὺς κόσμος διέρχεται ἐκεῖθεν καὶ ἐρωτᾷ τί θὰ κάμουν, τί θ' ἀποφασίσουν. Ἄλλοι πολῖται παραμένουν εἰς τὰ ἀπέναντι πεζοδρόμια μετὰ βλέμματα πρὸς τὸ Πανεπιστήμιον ἐστραμμένα. xyxy=(402,1171,668,1248)
article-paragraph: — Μίαν παράκλησιν θὰ σᾶς κάμω λέγει ὁ φρούραρχος φοιτητής. xyxy=(123,587,388,618)
article-paragraph: — Καὶ ποῦ μπῆκες μέσα; xyxy=(1257,1186,1410,1201)
article-paragraph: — Νὰ ὑποβάλωμεν τὴν ἰδέαν εἰς τὴν ἐπιτροπὴν. xyxy=(402,1972,668,2002)
article-paragraph: — Στρατιωτικὴ ἐξουσία ἐξ ἑνὸς λόγου τοῦ πεζικοῦ καὶ ἱππέων ἐσταθμεύσαν καθ' ὅλην τὴν ἡμέραν παρὰ τῇ Διευθύνσει τῆς Ἀστυνομίας. xyxy=(1239,2141,1505,2203)
article-paragraph: — Μὰ κύριοι ἐγὼ ὑπῆρξα...... xyxy=(420,1510,600,1525)
article-paragraph: Οἱ Μακεδόνες φοιτηταὶ συνελθόντες ἰδιαιτέρως διεβίβασαν κατηγορηματικῶς τὸ πράγμα καὶ μετέβησαν εἰς τὰς ἐφημερίδας διὰ νὰ τὸ διαψεύσουν καὶ αὐταί. xyxy=(681,494,946,571)
article-paragraph: Προβάλλει δὲ μετ' ὀλίγον νέος τις ὅρθιος μὲ ἱερατικὰ ἐνδύματα ἐκθέτων εὐθύμως τὰ μέλλοντα κατὰ τῶν ἀστυφύλακων κατορθώματά του. xyxy=(123,1010,388,1072)
page-number: 2 xyxy=(118,61,133,94)
section-heading: Τὴν μεσημβρίαν xyxy=(761,1637,866,1654)
article-paragraph: Ἡ κατάστασις ἀμετάβλητος. Φαναράκια, κουλούρια, ὅμιλοι, σκοποί, στρατιωτικὴ τάξις. xyxy=(1239,1301,1505,1348)
article-paragraph: Ἀπέδειξαν ὅτι ἔχουν ζωήν μέσα των, ἔχουν τὴν ἑλληνικὴν ψυχὴν ἀκμαίαν καὶ ἀπαρασάλευτον. Ἐνδιαφερόντων αὐτὸ σύμπτωμα διὰ τὸ μέλλον. Ἀπέδειξαν ὅτι δὲν εἰς τὴν ἀτονίαν πᾶσαν ὅτε ἀπὸ τῶν ἄλλων πρὸς τὴν σημερινὴν ἡμέραν ἀνήκει ἡ ἀπαιτήτως πολιτικὴ νεολαία. xyxy=(123,1838,388,1947)
section-heading: Ἡ μεταφορὰ τῶν ὅπλων xyxy=(1296,514,1448,531)
article-paragraph: — Ἐκείνη μᾶς πειράζει. xyxy=(420,656,568,671)
article-paragraph: — Εἴχανε καὶ Γκράδες! xyxy=(978,372,1124,388)
section-heading: Τὰ ὑπομνήματα.— Εἰς τὸν Βασιλέα καὶ τὴν Κυβέρνησιν xyxy=(968,1759,1218,1792)
article-paragraph: Κατόπιν τούτων οἱ ἐντὸς τοῦ προαυλίου φοιτηταὶ διεσκορπίσθησαν συζητοῦντες καθ' ὁμίλους, καὶ ἔμειναν ἐντὸς μόνον ἡ φρουρά. xyxy=(1239,449,1505,510)
columns xyxy=(117,111,1511,2324)
article-paragraph: — Μάλιστα, μάλιστα! xyxy=(699,1201,837,1217)
masthead xyxy=(118,57,1511,97)
article-paragraph: οἱ Ἀρκάδες, οἱ Θρᾶκες, οἱ Μικρασιᾶται, οἱ τοῦ νομοῦ Κυκλάδων, οἱ Κύπριοι, οἱ Ἀττικοβοιωτοί, οἱ Φθιωτιδοφωκεῖς καὶ οἱ Ἑπτανήσιοι. xyxy=(1239,111,1505,172)
article-paragraph: πεζοδρομίου οἱ φοιτηταὶ δὲ εἷς ἕνα μουσικὸν στρατιώτην παρατυχόντα ἐκεῖ, καὶ ὁδηγοῦνται εἰς τὴν ἡσυχίαν. xyxy=(681,111,946,157)
issue-date: 17 Ἰανουαρίου 1897 xyxy=(889,67,1066,92)
article-paragraph: Θέντες ὑπὸ νεοελθόντων φοιτητῶν, ἀπεσύρθησαν διὰ νὰ κοιμηθῶσιν ἐν ταῖς οἰκίαις των, παραδώσαντες τὴν φρουρὰν εἰς τοὺς νέους. xyxy=(402,111,668,172)
article-paragraph: — Νὰ εἰσέλθουν! ἂς εἰσέλθουν φωνάζουν καὶ αἱ λοιποί. xyxy=(960,1725,1225,1756)
article-paragraph: Ἡ ἡμέρα εἶνε ἤδη προκεχωρημένη. Ἀπερχόμεθα μὲ τὴν καρδίαν γεμάτην συγκίνησιν, διὰ τὸν ἀγῶνα ἐνθουσιασμὸν τῆς ἀδελφότητος αὐτῆς νεολαίας. xyxy=(123,1364,388,1426)
article-paragraph: — Μάλιστα. xyxy=(420,917,498,933)
article-paragraph: — Ἀνεκρίθησαν δὲ χθὲς οἱ ἐνωματάρχαι καὶ οἱ ἀστυφύλακες οἱ λαβόντες μέρος εἰς τὰς προχθεσινὰς σκηνὰς καὶ μετὰ τοῦτο τοὺς φοιτητὰς. xyxy=(1239,2079,1505,2141)
article-paragraph: τὴν 2αν μ.μ. θὰ ἐπανήρχετο ἡ ἐπιτροπή, ἥτις ὡς εἶχε διαδοθῆ, θὰ μετέβαινε παρὰ τῷ κ. Πρωθυπουργῷ ἵνα λάβῃ τὴν τελευταίαν ἀπάντησιν περὶ τῆς ἀπαρέσεως τῆς κυβερνήσεως. xyxy=(960,111,1225,188)
article-paragraph: Τὰ ἄλλα χρειώδη διὰ τὴν διανυκτέρευσιν τῶν φοιτητῶν εἶχον κομισθῆ ἐνωρίς. xyxy=(1239,656,1505,702)
article-paragraph: Διαδόθέντος ὅτι κατάσκοποι εἰσεχώρησαν εἰς τὸ Πανεπιστήμιον, ἐγένετο ἔρευνα γενικὴ καὶ ἐξιλαπῶθη ὅτι ἡ αὐστηρότης τῆς ἐπιτηρήσεως. xyxy=(1239,1501,1505,1563)
article-paragraph: — Οἱ γονεῖς των ὅμως τί θὰ λέγουν xyxy=(420,994,642,1010)
article-paragraph: — Ἰδὲ το χέρι του νὰ μοῦ πάρῃ τὸ ρολόγι, λέγει εἷς φοιτητής. xyxy=(402,1787,668,1818)
article-paragraph: — Ἀδιαφοροῦν. xyxy=(420,979,515,995)
section-banner: ΜΕΤΑ ΜΕΣΗΜΒΡΙΑΝ xyxy=(681,1984,946,2016)
article-paragraph: — Νὰ μεταβῇ μία ἐπιτροπὴ εἰς τὰς ἐπιτροπὰς ἐφημερίδας διὰ νὰ τὸ διαψεύσουν. xyxy=(681,1017,946,1063)
article-paragraph: Οὔτε ἱππεῖς, οὔτε πεζοί, οὔτε ἀστυνόμοι, οὔτε τίποτε. Ὅλοι εἶνε ἥσυχοι, ἀποφασιστικοί, ἀτάραχοι. Τὸ πεδίον ἀφίεται ἐλεύθερον εἰς τοὺς φοιτητάς. xyxy=(960,964,1225,1026)
column-4 xyxy=(954,111,1232,2324)
article-paragraph: Δὲν πρέπει ἀπὸ τὴν ἐπιτροπὴν ἐκείνην νὰ τὰ περιμένωμεν ὅλα. xyxy=(681,1294,946,1325)
article-paragraph: Γέλωτες ὑποδέχονται τὴν πρότασιν. xyxy=(420,2049,647,2064)
article-paragraph: Ἀλλ' οἱ φοιτηταὶ δὲν ἀγοράζουν. Ἐξέλιπεν μᾶλλον ἐγκαταλείπει ἐκεῖνον τοὺς φοιτητὰς ὡς ἀγόρω τους ἀπαιδεύτους. Ἠγχύκαμεν μόνοι μερικοὶ παιδιὰ τῶν δημοτικῶν σχολείων καὶ πολλοὶ ἀργόσχολοι πολλῶν. xyxy=(681,1824,946,1917)
article-paragraph: Ἀρχαιοὶ ὅμιλοι μένουν πρὸ τῶν προπυλαίων, κάτω δὲ εἰς τὰ κράσπεδα τῶν πεζοδρομίων ἔναντι τῆς Λεωφόρου Πανεπιστημίου σταθμεύουν μὲ τὰ καροτσάκια των μερικοὶ ὀπωροπῶλαι ἔχοντες πορτοκάλλια. xyxy=(681,1732,946,1824)
article-paragraph: Ὅμοι λείπει ἀπὸ τὸ Ἔθνος μας εἶνε ἡ θέλησις. xyxy=(123,1426,388,1457)
article-paragraph: — Δὲν ἐκοιμήθησαν διόλου! xyxy=(420,949,594,965)
article-paragraph: — Μάλιστα, μάλιστα, ν' ἀπομακρυνθῇτε. xyxy=(402,1433,668,1464)
article-paragraph: — Θὰ σὲ δείρομε. xyxy=(1257,1124,1366,1140)
article-paragraph: Ἡ ἀλλαγὴ τῆς φρουρᾶς θὰ γείνεται ἀνὰ πᾶσαν ὥραν. xyxy=(1239,172,1505,202)
section-heading: Ἕνας μικρὸς θιασότης τῶν φοιτητῶν xyxy=(1253,906,1490,923)
article-paragraph: Μετὰ τ' ἀνωτέρω ὁ αὐτὸς φοιτητὴς κ. Κουσούλας ἀνεκοίνωσεν εἰς τοὺς φοιτητὰς ὅτι ἡ ἐπιτροπὴ προέβη εἰς τὴν σύνταξιν δύο ὑπομνημάτων, πρὸς τε τὸν Βασιλέα καὶ τὴν Κυβέρνησιν τῶν ὁποίων τὸ κείμενον, λέγει, δὲν ἀνακοινοῦσιν εἰς τοὺς φοιτητάς, ἐπὶ τοῦ παρόντος. Δι' ἐκάστου ὑπομνήματος διότι θὰ κατεῖπαι ἀποστροφὴν ἐπειτα τοῦ λόγου διὰ τὸν οὕτω καὶ τὴν ἐπιτροπὴν ἐκείνων ἐκεῖνον ἔθρεξεν καὶ ἐπίμονη καὶ τί εἶπεν ἡ ἐπιτροπὴ μὲ τὰς πικρότερα ποιότητος ὁμοφωνίας πρὸς τὸν συντάκταν τοῦ «Ἄστεως» καὶ προσελεύσεως νὰ φανῇ. Ἐπετέλεσε τὸ ἔργον της ἡ ἐπιτροπή, ἀλλὰ περιμένει αὐτὴν καὶ νὰ ἐπιτρέψωμεν εἰς τὸν σύνταξιν τῶν ὑπομνημάτων. Λοιπὸν νὰ εἰσέλθουν κύριοι. xyxy=(960,1794,1225,2071)
article-paragraph: Ἐντὸς οἱ φοιτηταί, κατὰ πατρίδας διηρημένοι εἰς τὰς αἰθούσας, ἀναγινώσκουσι ἐφημερίδας, συζητοῦσι, καπνίζουν κοντεύει διὰ νὰ μὴ νυστάζουν, κοιμοῦνται ὅτι δὲν ἔχουν φρουρὰν καὶ ἐξακολουθοῦν εὐθαρυσταὶ τὴν παράτασιν τῆς ἀντιστάσεώς των. xyxy=(1239,1393,1505,1502)
section-heading: Ἡ ἀνάγνωσις τῶν ἐφημερίδων xyxy=(438,468,631,485)
article-paragraph: — Βρὲ ἀλήθεια, λέγει ἄλλος. Ἐλησμονήσαμε νὰ φτιάνωμε καὶ φυλακὴν μέσα εἰς τὸ Πανεπιστήμιον. Ἀλλὰ ἔχομεν ἀνάγκη ἀπὸ αὐτὰ τὰ ἀπαραίτητα στοιχεῖα. xyxy=(402,1895,668,1972)
article-paragraph: Τὰ ὅπλα, ἐλάχιστα σχετικῶς μετηνέχθησαν ὑπὸ φοιτητῶν ἔξωθεν καὶ χωρὶς νὰ τὸ κρύπτουν. xyxy=(1239,579,1505,625)
article-paragraph: Τὴν δήλωσιν τοῦ φοιτητοῦ τούτου ὑποδέχονται ἐνθουσιώδεις ἐπευφημίαι καὶ ζητωκραυγαὶ ὑπὲρ τῶν ἐπτανήσων φοιτητῶν, οἵτινες, ὡς γνωστὸν, δὲν ἐκομίσθησαν κατ' ἀρχὰς τὸ διάδημα τῶν λοιπῶν συναδέλφων των. xyxy=(1239,356,1505,449)
article-paragraph: Αἱ συζητήσεις ἐξακολουθοῦν, οἱ φοιτηταὶ ἀδιακόπως ἔρχονται καὶ συναθροίζονται εἰς τὰ προπύλαια τὸ πλῆθος τοῦ ὁποίου ἡ πυκνότης ηὐξάνει. Περίεργοι πολλοὶ ἵστανται εἰς τὰ πεζοδρόμια ἔναντι τοῦ Πανεπιστημίου καὶ μία διαδόσις, ἐξακολουθεῖ περιπτεῖσιον ὅλους ἐνεδύους τοὺς κύκλους ὅτι θὰ συμβοῦν μεγάλα πράγματα. Καὶ δὲ ὁ καθεὶς πλάττει ἀναλόγως τῶν δυνάμεων τῆς φαντασίας του καὶ ἀπὸ μίαν πρᾶξιν νομίζει, τίθεσιν μὲ σκηνογραφίας καὶ εἰκόνας τοπρακτικάς. Καὶ μεσαὶ εἰς ὅλον αὐτὸν τὸν μυστικισμὸν καὶ τὴν διάχυσιν τοῦ ὑφισμοῦ, ὑψώνεται διακρίνεται μία σκιὰ παράδοξος ἐκτεινομένη κατὰ μῆκος τοῦ περιβόλου. Εἶνε ἡ σ κ ι ά ... ἑνὸς ἀστυφύλακος ἐπισκοποῦντος ἀπὸ τὴν γωνίαν μῆς ὁδοῦ Κοραῆ! xyxy=(960,656,1225,965)
article-paragraph: Εἰσερχόμεθα κάπως εἰς τὸ Πανεπιστήμιον εἷς μικρὸς ὅταν ἤδη ἐνύχτωσε. xyxy=(1239,924,1505,971)
section-banner: ΑΠΟ ΠΡΩΙΑΣ ΜΕΧΡΙ ΜΕΣΗΜΒΡΙΑΣ xyxy=(123,1524,388,1578)
